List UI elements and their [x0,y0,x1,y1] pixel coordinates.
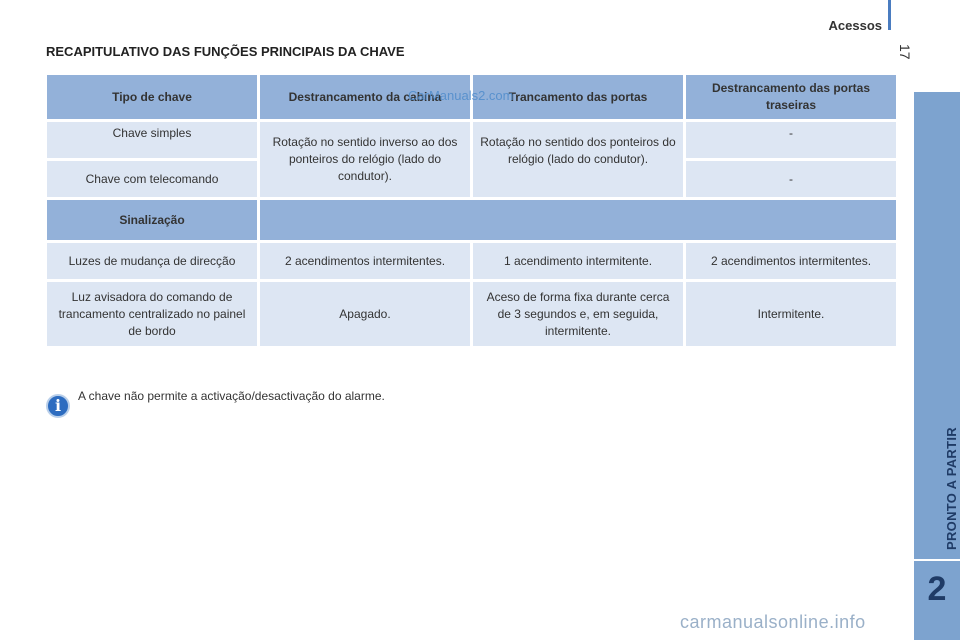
signal-label-cell: Luzes de mudança de direcção [47,243,257,279]
table-row [47,122,896,158]
watermark-text: CarManuals2.com [408,88,514,103]
key-type-cell: Chave com telecomando [47,161,257,197]
header-signal-span [260,200,896,240]
key-type-cell: Chave simples [47,122,257,158]
page-title: RECAPITULATIVO DAS FUNÇÕES PRINCIPAIS DA CHAVE [46,44,405,59]
header-door-lock: Trancamento das portas [473,75,683,119]
table-row [47,161,896,197]
header-rule [888,0,891,30]
header-section-title: Acessos [828,18,882,33]
header-cabin-unlock: Destrancamento da cabina [260,75,470,119]
cabin-unlock-cell: Rotação no sentido inverso ao dos ponteiros do relógio (lado do condutor). [260,122,470,197]
header-key-type: Tipo de chave [47,75,257,119]
signal-lock-cell: Aceso de forma fixa durante cerca de 3 segundos e, em seguida, intermitente. [473,282,683,346]
signal-cabin-cell: 2 acendimentos intermitentes. [260,243,470,279]
footer-watermark: carmanualsonline.info [680,612,866,632]
door-lock-cell: Rotação no sentido dos ponteiros do relógio (lado do condutor). [473,122,683,197]
page-number: 17 [897,44,913,60]
info-note-text: A chave não permite a activação/desactivação do alarme. [78,389,385,403]
header-signal: Sinalização [47,200,257,240]
side-tab-label: PRONTO A PARTIR [944,427,959,550]
signal-lock-cell: 1 acendimento intermitente. [473,243,683,279]
signal-label-cell: Luz avisadora do comando de trancamento centralizado no painel de bordo [47,282,257,346]
table-row [47,282,896,346]
signal-rear-cell: 2 acendimentos intermitentes. [686,243,896,279]
header-rear-unlock: Destrancamento das portas traseiras [686,75,896,119]
signal-rear-cell: Intermitente. [686,282,896,346]
chapter-divider [914,559,960,561]
rear-unlock-cell: - [686,122,896,158]
chapter-side-tab [914,92,960,640]
signal-header-row [47,200,896,240]
table-row [47,243,896,279]
rear-unlock-cell: - [686,161,896,197]
key-functions-table [44,72,899,349]
signal-cabin-cell: Apagado. [260,282,470,346]
chapter-number: 2 [927,570,947,608]
info-icon: i [46,394,70,418]
side-tab-label-wrap [914,410,960,550]
